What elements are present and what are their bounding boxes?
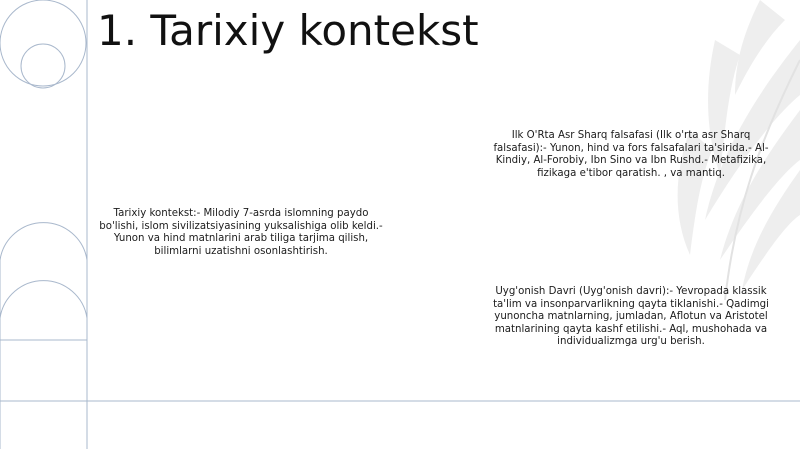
text-block-renaissance: Uyg'onish Davri (Uyg'onish davri):- Yevropada klassik ta'lim va insonparvarlikning qayta tiklanishi.- Qadimgi yunoncha matnlarning, jumladan, Aflotun va Aristotel matnlarining qayta kashf etilishi.- Aql, mushohada va individualizmga urg'u berish. bbox=[493, 286, 769, 348]
text-block-early-medieval: Ilk O'Rta Asr Sharq falsafasi (Ilk o'rta asr Sharq falsafasi):- Yunon, hind va fors falsafalari ta'sirida.- Al-Kindiy, Al-Forobiy, Ibn Sino va Ibn Rushd.- Metafizika, fizikaga e'tibor qaratish. , va mantiq. bbox=[493, 130, 769, 179]
slide-title: 1. Tarixiy kontekst bbox=[97, 6, 479, 55]
text-block-context: Tarixiy kontekst:- Milodiy 7-asrda islomning paydo bo'lishi, islom sivilizatsiyasining yuksalishiga olib keldi.- Yunon va hind matnlarini arab tiliga tarjima qilish, bilimlarni uzatishni osonlashtirish. bbox=[99, 208, 383, 257]
